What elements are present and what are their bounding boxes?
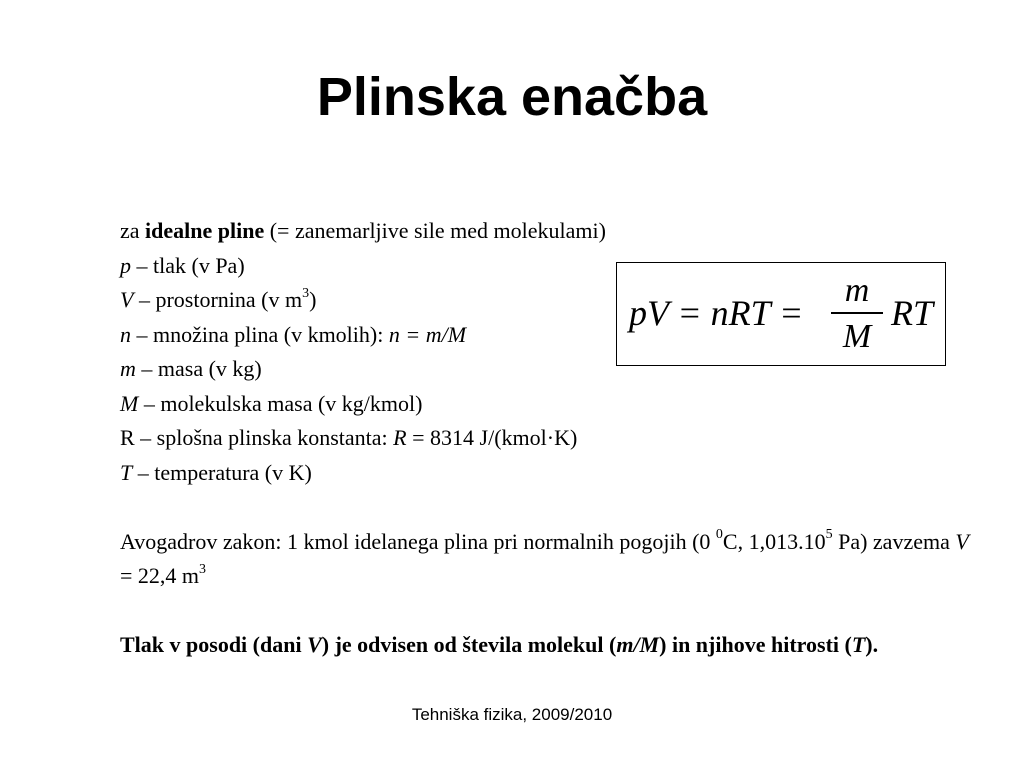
symbol-M: M xyxy=(120,390,139,416)
equation-rhs: RT xyxy=(891,293,934,333)
intro-line xyxy=(120,214,980,249)
symbol-m: m xyxy=(120,356,136,381)
cubic-sup: 3 xyxy=(199,561,207,577)
intro-prefix: za xyxy=(120,218,146,243)
intro-suffix: (= zanemarljive sile med molekulami) xyxy=(264,218,606,243)
equation-lhs: pV = nRT = xyxy=(629,293,804,333)
spacer xyxy=(120,594,980,629)
avogadro-law xyxy=(120,525,980,594)
avogadro-symbol-V: V xyxy=(955,528,969,554)
fraction-numerator: m xyxy=(844,272,870,309)
def-mass-text: – masa (v kg) xyxy=(135,356,262,381)
def-gas-constant xyxy=(120,421,980,456)
symbol-R: R xyxy=(393,425,407,450)
def-amount-text: – množina plina (v kmolih): xyxy=(131,321,389,347)
footer: Tehniška fizika, 2009/2010 xyxy=(411,705,613,724)
slide-title: Plinska enačba xyxy=(316,67,708,127)
def-molar-mass xyxy=(120,387,980,422)
fraction-bar xyxy=(831,312,883,314)
def-gas-constant-text: = 8314 J/(kmol·K) xyxy=(406,425,578,450)
spacer xyxy=(120,490,980,525)
conclusion-text-c: ) in njihove hitrosti ( xyxy=(659,632,852,657)
avogadro-text-d: = 22,4 m xyxy=(120,563,200,588)
def-volume-text: – prostornina (v m xyxy=(133,287,303,312)
avogadro-text-c: Pa) zavzema xyxy=(832,528,956,554)
intro-bold: idealne pline xyxy=(145,218,265,243)
def-temperature-text: – temperatura (v K) xyxy=(132,459,312,485)
gas-equation-box xyxy=(616,262,946,366)
exponent-sup: 5 xyxy=(825,527,833,543)
fraction-denominator: M xyxy=(842,318,872,355)
symbol-T: T xyxy=(120,459,133,485)
degree-sup: 0 xyxy=(715,527,723,543)
symbol-V: V xyxy=(120,287,134,312)
def-pressure-text: – tlak (v Pa) xyxy=(131,252,245,278)
equation-fraction xyxy=(831,271,883,357)
def-temperature xyxy=(120,456,980,491)
def-amount-formula: n = m/M xyxy=(388,321,467,347)
conclusion-text-b: ) je odvisen od števila molekul ( xyxy=(321,632,617,657)
conclusion-symbol-V: V xyxy=(307,632,322,657)
conclusion-symbol-mM: m/M xyxy=(616,632,660,657)
conclusion-text-d: ). xyxy=(865,632,879,657)
avogadro-text-a: Avogadrov zakon: 1 kmol idelanega plina pri normalnih pogojih (0 xyxy=(120,528,716,554)
def-volume-close: ) xyxy=(309,287,317,312)
conclusion-text-a: Tlak v posodi (dani xyxy=(120,632,308,657)
def-gas-constant-prefix: R – splošna plinska konstanta: xyxy=(120,425,394,450)
symbol-p: p xyxy=(120,252,131,278)
def-molar-mass-text: – molekulska masa (v kg/kmol) xyxy=(138,390,423,416)
def-volume-sup: 3 xyxy=(302,285,310,301)
conclusion-symbol-T: T xyxy=(851,632,866,657)
avogadro-text-b: C, 1,013.10 xyxy=(722,528,826,554)
symbol-n: n xyxy=(120,321,131,347)
conclusion-text xyxy=(120,628,980,663)
